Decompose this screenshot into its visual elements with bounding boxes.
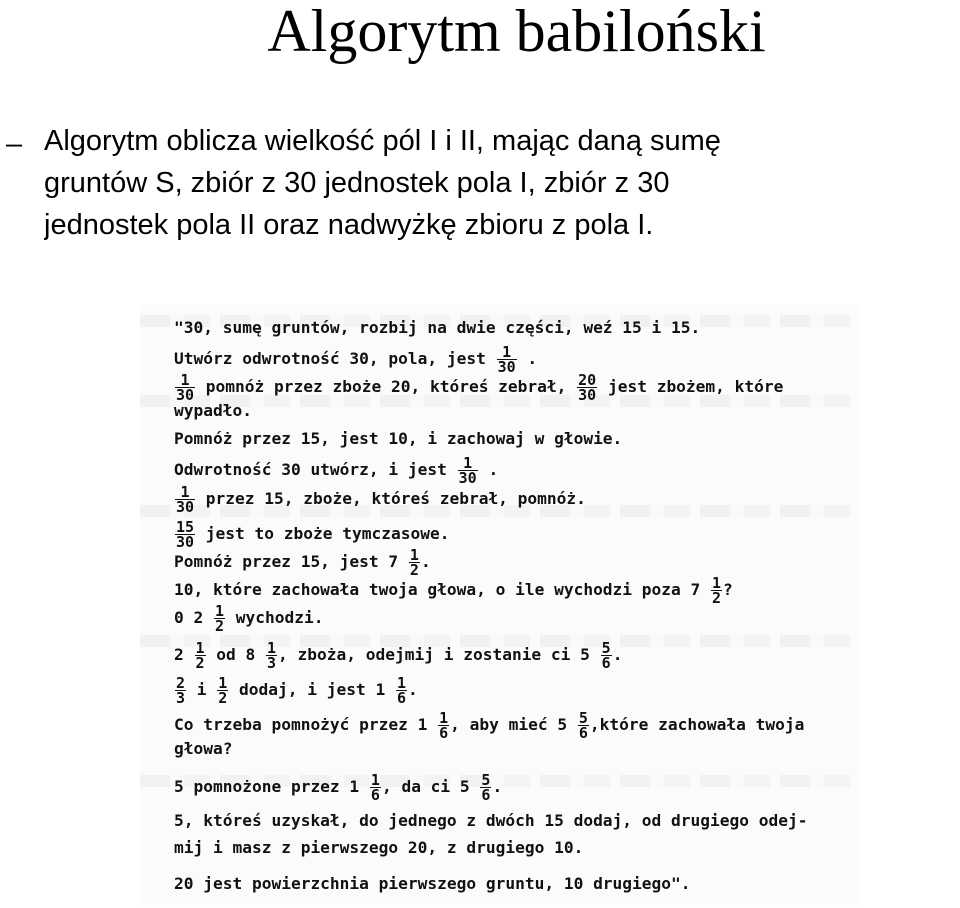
scan-text-run: , da ci 5 — [381, 777, 480, 796]
scan-text-run: 2 — [174, 645, 194, 664]
scan-text-run: Odwrotność 30 utwórz, i jest — [174, 460, 457, 479]
fraction-denominator: 2 — [218, 689, 228, 707]
scan-text-run: jest zbożem, które — [598, 377, 784, 396]
fraction — [266, 641, 277, 670]
scan-line-6 — [174, 456, 860, 485]
fraction-denominator: 2 — [712, 589, 722, 607]
scan-line-8 — [174, 520, 860, 549]
scan-text-run: . — [517, 349, 538, 368]
scan-text-run: pomnóż przez zboże 20, któreś zebrał, — [196, 377, 577, 396]
scan-text-run: od 8 — [206, 645, 266, 664]
fraction-numerator: 1 — [214, 602, 225, 620]
bullet-text — [44, 120, 960, 246]
fraction-numerator: 15 — [176, 518, 195, 536]
scan-text-run: , aby mieć 5 — [450, 715, 577, 734]
fraction-denominator: 2 — [214, 617, 225, 635]
scan-line-12 — [174, 641, 860, 670]
scan-line-5 — [174, 429, 860, 449]
fraction-numerator: 1 — [439, 709, 449, 727]
scan-text-run: 5 pomnożone przez 1 — [174, 777, 369, 796]
fraction-denominator: 3 — [267, 654, 277, 672]
scan-line-16 — [174, 773, 860, 802]
fraction — [438, 711, 449, 740]
fraction — [175, 485, 195, 514]
scan-text-run: Pomnóż przez 15, jest 10, i zachowaj w głowie. — [174, 429, 623, 448]
scan-line-19 — [174, 874, 860, 894]
scan-line-18 — [174, 838, 860, 858]
scan-text-run: . — [478, 460, 499, 479]
scan-text-run: dodaj, i jest 1 — [229, 680, 395, 699]
fraction — [497, 345, 517, 374]
fraction-numerator: 1 — [267, 639, 277, 657]
scan-text-run: ,które zachowała twoja — [589, 715, 805, 734]
scan-text-run: wypadło. — [174, 401, 252, 420]
fraction-denominator: 30 — [176, 533, 195, 551]
fraction-denominator: 3 — [176, 689, 186, 707]
fraction-denominator: 6 — [578, 724, 588, 742]
fraction — [217, 676, 228, 705]
fraction-denominator: 6 — [601, 654, 611, 672]
fraction-denominator: 2 — [195, 654, 205, 672]
fraction-denominator: 30 — [176, 386, 195, 404]
bullet-line-3: jednostek pola II oraz nadwyżkę zbioru z pola I. — [44, 209, 654, 241]
scanned-typewritten-text — [140, 305, 860, 905]
scan-line-14 — [174, 711, 860, 740]
fraction-numerator: 5 — [578, 709, 588, 727]
fraction — [175, 676, 186, 705]
fraction-denominator: 6 — [397, 689, 407, 707]
fraction-numerator: 1 — [409, 546, 419, 564]
scan-text-run: . — [612, 645, 623, 664]
scan-line-3 — [174, 373, 860, 402]
scan-text-run: głowa? — [174, 739, 233, 758]
fraction — [458, 456, 478, 485]
scan-text-run: i — [187, 680, 217, 699]
scan-text-run: . — [408, 680, 418, 699]
scan-text-run: wychodzi. — [226, 608, 324, 627]
fraction — [601, 641, 612, 670]
fraction — [409, 548, 420, 577]
fraction-denominator: 30 — [458, 469, 477, 487]
scan-line-17 — [174, 811, 860, 831]
scan-text-run: ? — [723, 580, 733, 599]
scan-text-run: Co trzeba pomnożyć przez 1 — [174, 715, 438, 734]
fraction-numerator: 2 — [176, 674, 186, 692]
fraction — [578, 711, 589, 740]
scan-text-run: jest to zboże tymczasowe. — [196, 524, 450, 543]
scan-text-run: "30, sumę gruntów, rozbij na dwie części, weź 15 i 15. — [174, 318, 701, 337]
fraction — [175, 373, 195, 402]
scan-text-run: 20 jest powierzchnia pierwszego gruntu, 10 drugiego". — [174, 874, 691, 893]
scan-line-7 — [174, 485, 860, 514]
fraction-denominator: 6 — [439, 724, 449, 742]
fraction-numerator: 1 — [175, 485, 195, 500]
fraction-numerator: 1 — [370, 771, 380, 789]
fraction-numerator: 1 — [397, 674, 407, 692]
fraction-denominator: 30 — [176, 498, 195, 516]
scan-line-10 — [174, 576, 860, 605]
fraction-denominator: 2 — [409, 561, 419, 579]
scan-text-run: . — [420, 552, 431, 571]
fraction-denominator: 30 — [578, 386, 597, 404]
scan-text-run: Utwórz odwrotność 30, pola, jest — [174, 349, 496, 368]
scan-text-run: mij i masz z pierwszego 20, z drugiego 10. — [174, 838, 584, 857]
bullet-line-1: Algorytm oblicza wielkość pól I i II, mając daną sumę — [44, 125, 721, 157]
scan-text-run: przez 15, zboże, któreś zebrał, pomnóż. — [196, 489, 586, 508]
scan-text-run: . — [492, 777, 503, 796]
scan-text-run: 5, któreś uzyskał, do jednego z dwóch 15 dodaj, od drugiego odej- — [174, 811, 808, 830]
scan-line-4 — [174, 401, 860, 421]
scan-text-run: , zboża, odejmij i zostanie ci 5 — [278, 645, 600, 664]
fraction — [195, 641, 206, 670]
scan-line-9 — [174, 548, 860, 577]
scan-line-1 — [174, 318, 860, 338]
fraction — [214, 604, 225, 633]
scan-line-11 — [174, 604, 860, 633]
fraction — [396, 676, 407, 705]
fraction — [711, 576, 722, 605]
fraction — [480, 773, 491, 802]
scan-text-run: 0 2 — [174, 608, 213, 627]
fraction-numerator: 1 — [195, 639, 205, 657]
scan-text-run: 10, które zachowała twoja głowa, o ile wychodzi poza 7 — [174, 580, 711, 599]
bullet-marker: – — [6, 128, 23, 160]
fraction-numerator: 1 — [218, 674, 228, 692]
fraction-numerator: 1 — [712, 574, 722, 592]
fraction — [175, 520, 195, 549]
fraction-numerator: 5 — [481, 771, 491, 789]
scan-text-run: Pomnóż przez 15, jest 7 — [174, 552, 408, 571]
fraction — [577, 373, 597, 402]
fraction-numerator: 1 — [497, 345, 517, 360]
fraction — [370, 773, 381, 802]
scan-line-15 — [174, 739, 860, 759]
fraction-denominator: 6 — [370, 786, 380, 804]
fraction-numerator: 1 — [458, 456, 478, 471]
scan-line-13 — [174, 676, 860, 705]
fraction-denominator: 30 — [497, 358, 516, 376]
scan-line-2 — [174, 345, 860, 374]
fraction-numerator: 20 — [578, 371, 597, 389]
fraction-denominator: 6 — [481, 786, 491, 804]
bullet-line-2: gruntów S, zbiór z 30 jednostek pola I, zbiór z 30 — [44, 167, 670, 199]
fraction-numerator: 5 — [601, 639, 611, 657]
fraction-numerator: 1 — [175, 373, 195, 388]
slide-title: Algorytm babiloński — [267, 0, 766, 64]
